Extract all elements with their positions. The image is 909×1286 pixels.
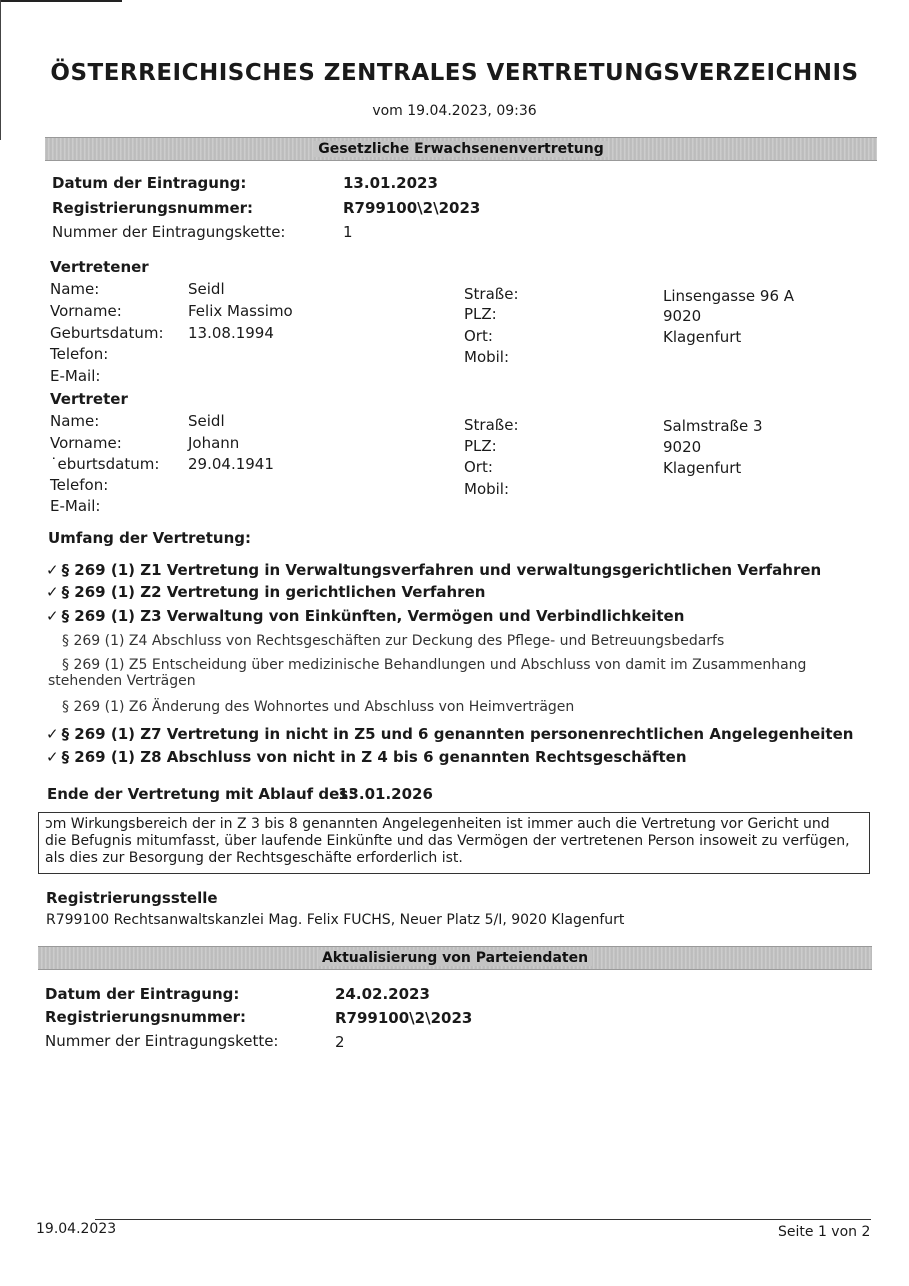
represented-street: Linsengasse 96 A [663,287,795,305]
section-heading: Aktualisierung von Parteiendaten [318,950,592,966]
representative-city-label: Ort: [464,458,493,476]
representative-zip: 9020 [663,438,702,456]
scope-item-z3 [46,607,684,625]
document-title: ÖSTERREICHISCHES ZENTRALES VERTRETUNGSVERZEICHNIS [50,60,859,86]
scan-edge-mark [0,0,122,7]
scope-item-z6: § 269 (1) Z6 Änderung des Wohnortes und Abschluss von Heimverträgen [62,699,575,715]
chain-number-value: 1 [343,223,353,241]
chain-number-label: Nummer der Eintragungskette: [52,223,286,241]
represented-city-label: Ort: [464,327,493,345]
represented-firstname-label: Vorname: [50,302,122,320]
check-icon: ✓ [46,748,59,766]
representative-firstname: Johann [188,434,240,452]
entry-date-label: Datum der Eintragung: [45,985,240,1003]
representative-street: Salmstraße 3 [663,417,763,435]
represented-zip: 9020 [663,307,702,325]
representative-firstname-label: Vorname: [50,434,122,452]
represented-birthdate: 13.08.1994 [188,324,274,342]
scope-item-text: § 269 (1) Z3 Verwaltung von Einkünften, Vermögen und Verbindlichkeiten [61,607,685,625]
scope-heading: Umfang der Vertretung: [48,529,251,547]
represented-mobile-label: Mobil: [464,348,510,366]
document-subtitle: vom 19.04.2023, 09:36 [372,103,537,119]
scope-item-text: § 269 (1) Z8 Abschluss von nicht in Z 4 bis 6 genannten Rechtsgeschäften [61,748,687,766]
chain-number-label: Nummer der Eintragungskette: [45,1032,279,1050]
representative-mobile-label: Mobil: [464,480,510,498]
check-icon: ✓ [46,725,59,743]
registration-number-label: Registrierungsnummer: [45,1008,247,1026]
check-icon: ✓ [46,583,59,601]
represented-firstname: Felix Massimo [188,302,293,320]
check-icon: ✓ [46,607,59,625]
representative-street-label: Straße: [464,416,519,434]
scope-item-z5: § 269 (1) Z5 Entscheidung über medizinische Behandlungen und Abschluss von damit im Zusammenhang [62,657,807,673]
section-header-bar [45,137,877,161]
scope-item-z5-continued: stehenden Verträgen [48,673,196,689]
registration-number-value: R799100\2\2023 [335,1009,473,1027]
footer-divider [95,1219,871,1220]
representative-zip-label: PLZ: [464,437,497,455]
scope-note-box [38,812,870,874]
represented-name: Seidl [188,280,225,298]
registration-office-heading: Registrierungsstelle [46,889,218,907]
representative-email-label: E-Mail: [50,497,101,515]
section-header-bar [38,946,872,970]
represented-zip-label: PLZ: [464,305,497,323]
scope-item-z8 [46,748,687,766]
footer-date: 19.04.2023 [36,1221,117,1237]
representative-city: Klagenfurt [663,459,742,477]
registration-number-value: R799100\2\2023 [343,199,481,217]
scope-item-text: § 269 (1) Z1 Vertretung in Verwaltungsverfahren und verwaltungsgerichtlichen Verfahren [61,561,822,579]
entry-date-value: 13.01.2023 [343,174,438,192]
representative-birthdate-label: ˙eburtsdatum: [50,455,160,473]
represented-city: Klagenfurt [663,328,742,346]
represented-name-label: Name: [50,280,100,298]
entry-date-value: 24.02.2023 [335,985,430,1003]
note-line: die Befugnis mitumfasst, über laufende Einkünfte und das Vermögen der vertretenen Person insoweit zu verfügen, [45,833,850,849]
scope-item-z1 [46,561,821,579]
entry-date-label: Datum der Eintragung: [52,174,247,192]
representative-name: Seidl [188,412,225,430]
representative-heading: Vertreter [50,390,128,408]
scope-item-text: § 269 (1) Z7 Vertretung in nicht in Z5 und 6 genannten personenrechtlichen Angelegenheiten [61,725,854,743]
scope-item-z2 [46,583,485,601]
scope-item-text: § 269 (1) Z2 Vertretung in gerichtlichen Verfahren [61,583,486,601]
registration-office-text: R799100 Rechtsanwaltskanzlei Mag. Felix FUCHS, Neuer Platz 5/I, 9020 Klagenfurt [46,912,625,928]
note-line: als dies zur Besorgung der Rechtsgeschäfte erforderlich ist. [45,850,463,866]
note-line: ɔm Wirkungsbereich der in Z 3 bis 8 genannten Angelegenheiten ist immer auch die Vertretung vor Gericht und [45,816,830,832]
represented-heading: Vertretener [50,258,149,276]
section-heading: Gesetzliche Erwachsenenvertretung [314,141,608,157]
represented-street-label: Straße: [464,285,519,303]
representative-phone-label: Telefon: [50,476,109,494]
page-number: Seite 1 von 2 [778,1224,871,1240]
chain-number-value: 2 [335,1033,345,1051]
represented-phone-label: Telefon: [50,345,109,363]
check-icon: ✓ [46,561,59,579]
registration-number-label: Registrierungsnummer: [52,199,254,217]
representative-name-label: Name: [50,412,100,430]
end-of-representation-value: 13.01.2026 [338,785,433,803]
scope-item-z4: § 269 (1) Z4 Abschluss von Rechtsgeschäften zur Deckung des Pflege- und Betreuungsbedarfs [62,633,725,649]
scope-item-z7 [46,725,853,743]
represented-birthdate-label: Geburtsdatum: [50,324,164,342]
represented-email-label: E-Mail: [50,367,101,385]
representative-birthdate: 29.04.1941 [188,455,274,473]
end-of-representation-label: Ende der Vertretung mit Ablauf des: [47,785,355,803]
